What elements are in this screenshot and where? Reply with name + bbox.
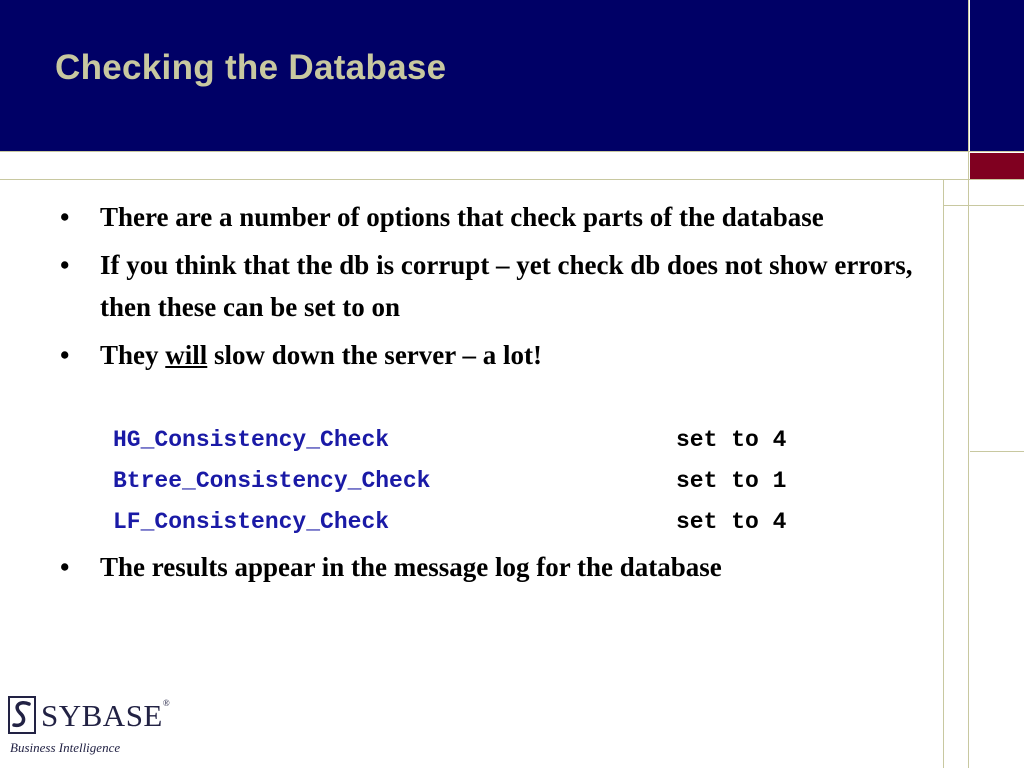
header-band — [0, 0, 968, 151]
bullet-list-final — [60, 546, 950, 588]
rule-right-2 — [970, 451, 1024, 452]
bullet-text: If you think that the db is corrupt – yet check db does not show errors, then these can be set to on — [100, 250, 913, 322]
option-name: Btree_Consistency_Check — [113, 468, 431, 494]
bullet-text-after: slow down the server – a lot! — [207, 340, 542, 370]
slide-title: Checking the Database — [55, 48, 447, 87]
bullet-text: There are a number of options that check parts of the database — [100, 202, 824, 232]
bullet-dot: • — [60, 202, 70, 232]
sybase-logo-icon — [8, 696, 36, 734]
bullet-item-4 — [60, 546, 950, 588]
rule-vertical-2 — [968, 0, 969, 768]
bullet-dot: • — [60, 552, 70, 582]
bullet-list — [60, 196, 950, 382]
corner-maroon-block — [970, 153, 1024, 179]
logo-trademark: ® — [162, 698, 171, 708]
sybase-logo — [8, 696, 171, 760]
bullet-item-3 — [60, 334, 950, 376]
corner-navy-block — [970, 0, 1024, 151]
option-name: HG_Consistency_Check — [113, 427, 390, 453]
logo-wordmark — [41, 698, 170, 734]
option-value: set to 1 — [676, 468, 787, 494]
option-value: set to 4 — [676, 427, 787, 453]
bullet-text-emphasis: will — [165, 340, 208, 370]
option-value: set to 4 — [676, 509, 787, 535]
logo-word-text: SYBASE — [41, 698, 163, 733]
bullet-item-1 — [60, 196, 950, 238]
rule-right-1 — [943, 205, 1024, 206]
options-code-block — [113, 420, 786, 543]
option-row — [113, 461, 786, 502]
logo-tagline: Business Intelligence — [10, 740, 121, 755]
bullet-dot: • — [60, 250, 70, 280]
option-row — [113, 420, 786, 461]
option-row — [113, 502, 786, 543]
bullet-dot: • — [60, 340, 70, 370]
option-name: LF_Consistency_Check — [113, 509, 390, 535]
bullet-item-2 — [60, 244, 950, 328]
bullet-text: The results appear in the message log for the database — [100, 552, 722, 582]
rule-top — [0, 151, 1024, 152]
bullet-text-before: They — [100, 340, 166, 370]
rule-under-header — [0, 179, 1024, 180]
